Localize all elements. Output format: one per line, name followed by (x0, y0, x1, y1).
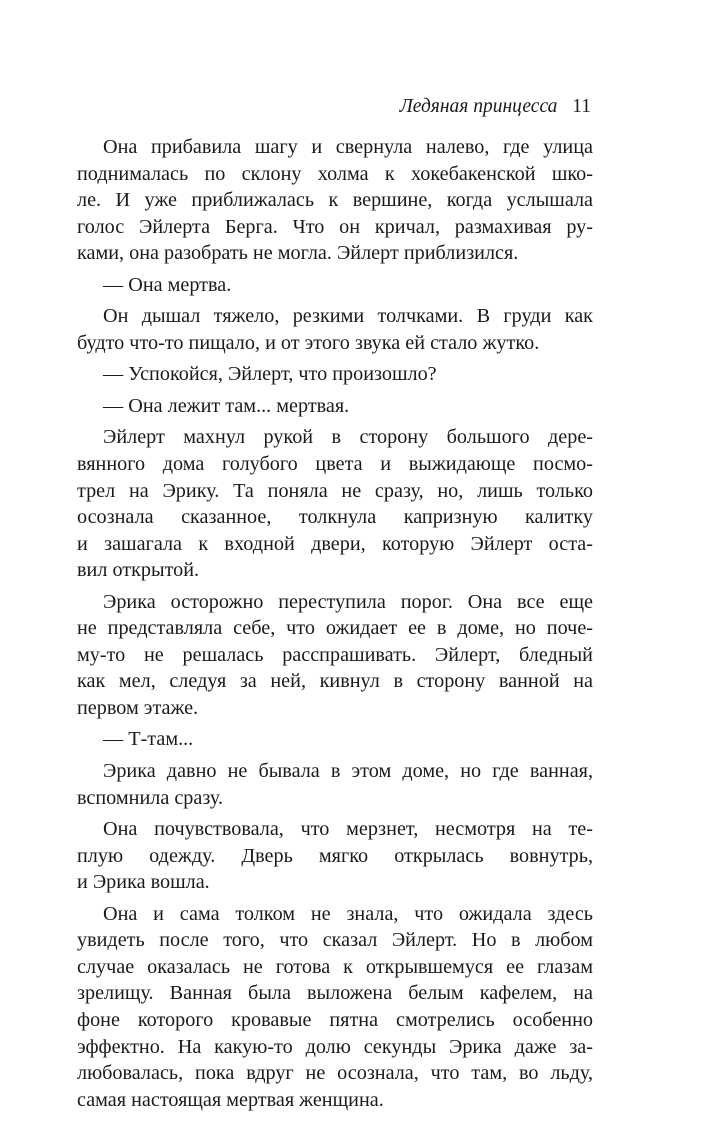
text-line: — Успокойся, Эйлерт, что произошло? (103, 363, 437, 386)
text-line: Эрика осторожно переступила порог. Она все еще (103, 590, 593, 613)
text-line: ками, она разобрать не могла. Эйлерт приблизился. (77, 242, 519, 265)
paragraph (77, 424, 593, 583)
text-line: будто что-то пищало, и от этого звука ей стало жутко. (77, 331, 540, 354)
paragraph (77, 816, 593, 896)
text-line: вспомнила сразу. (77, 786, 224, 809)
text-line: плую одежду. Дверь мягко открылась вовнутрь, (77, 844, 593, 867)
text-line: эффектно. На какую-то долю секунды Эрика даже за- (77, 1035, 593, 1058)
text-line: — Т-там... (103, 728, 194, 751)
text-line: му-то не решалась расспрашивать. Эйлерт, бледный (77, 643, 593, 666)
paragraph (77, 134, 593, 267)
text-line: самая настоящая мертвая женщина. (77, 1088, 384, 1111)
text-line: ле. И уже приближалась к вершине, когда услышала (77, 189, 593, 212)
page-number: 11 (572, 96, 591, 117)
text-line: — Она мертва. (103, 273, 232, 296)
paragraph (77, 303, 593, 356)
text-line: как мел, следуя за ней, кивнул в сторону ванной на (77, 670, 593, 693)
text-line: поднималась по склону холма к хокебакенской шко- (77, 162, 593, 185)
text-line: не представляла себе, что ожидает ее в доме, но поче- (77, 617, 593, 640)
paragraph (77, 272, 593, 299)
text-line: осознала сказанное, толкнула капризную калитку (77, 506, 593, 529)
text-line: вил открытой. (77, 559, 200, 582)
text-line: фоне которого кровавые пятна смотрелись особенно (77, 1008, 593, 1031)
text-line: увидеть после того, что сказал Эйлерт. Но в любом (77, 929, 593, 952)
text-line: Эйлерт махнул рукой в сторону большого дере- (103, 426, 593, 449)
body-text (77, 134, 593, 1113)
text-line: Она и сама толком не знала, что ожидала здесь (103, 902, 593, 925)
text-line: первом этаже. (77, 696, 199, 719)
text-line: случае оказалась не готова к открывшемуся ее глазам (77, 955, 593, 978)
paragraph (77, 589, 593, 722)
text-line: вянного дома голубого цвета и выжидающе посмо- (77, 453, 593, 476)
text-line: Она почувствовала, что мерзнет, несмотря на те- (103, 818, 593, 841)
text-line: Она прибавила шагу и свернула налево, где улица (103, 136, 593, 158)
paragraph (77, 393, 593, 420)
running-header (400, 95, 591, 119)
text-line: — Она лежит там... мертвая. (103, 394, 350, 417)
text-line: и Эрика вошла. (77, 871, 210, 894)
book-title: Ледяная принцесса (399, 96, 558, 117)
paragraph (77, 361, 593, 388)
paragraph (77, 758, 593, 811)
text-line: любовалась, пока вдруг не осознала, что там, во льду, (77, 1062, 593, 1085)
text-line: Он дышал тяжело, резкими толчками. В груди как (103, 305, 593, 328)
text-line: трел на Эрику. Та поняла не сразу, но, лишь только (77, 479, 593, 502)
text-line: голос Эйлерта Берга. Что он кричал, размахивая ру- (77, 215, 593, 238)
paragraph (77, 726, 593, 753)
text-line: Эрика давно не бывала в этом доме, но где ванная, (103, 760, 593, 783)
paragraph (77, 901, 593, 1113)
text-line: зрелищу. Ванная была выложена белым кафелем, на (77, 982, 593, 1005)
text-line: и зашагала к входной двери, которую Эйлерт оста- (77, 532, 593, 555)
